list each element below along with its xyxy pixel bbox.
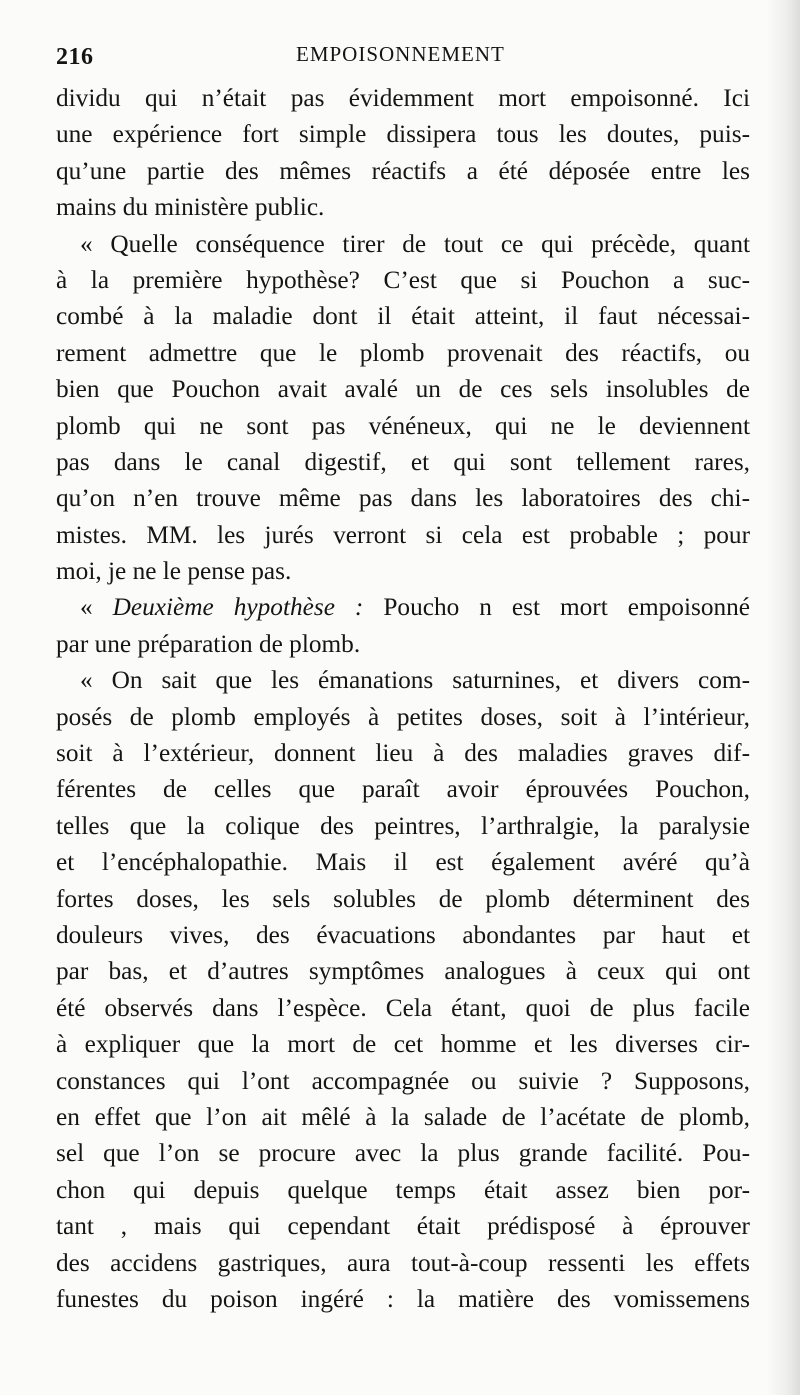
- text-line: en effet que l’on ait mêlé à la salade de l’acétate de plomb,: [56, 1102, 750, 1131]
- text-line: mistes. MM. les jurés verront si cela est probable ; pour: [56, 520, 750, 549]
- hypothesis-rest: Poucho n est mort empoisonné: [363, 593, 750, 622]
- running-title: EMPOISONNEMENT: [296, 42, 505, 66]
- text-line: à expliquer que la mort de cet homme et les diverses cir-: [56, 1030, 750, 1059]
- text-line: « On sait que les émanations saturnines, et divers com-: [80, 666, 750, 695]
- text-line: pas dans le canal digestif, et qui sont tellement rares,: [56, 447, 750, 476]
- text-line: soit à l’extérieur, donnent lieu à des maladies graves dif-: [56, 739, 750, 768]
- text-line: qu’on n’en trouve même pas dans les laboratoires des chi-: [56, 484, 750, 513]
- text-line: rement admettre que le plomb provenait des réactifs, ou: [56, 338, 750, 367]
- text-line: tant , mais qui cependant était prédisposé à éprouver: [56, 1212, 750, 1241]
- text-line: constances qui l’ont accompagnée ou suivie ? Supposons,: [56, 1066, 750, 1095]
- text-line: mains du ministère public.: [56, 193, 325, 222]
- text-line: des accidens gastriques, aura tout-à-coup ressenti les effets: [56, 1248, 750, 1277]
- text-line: douleurs vives, des évacuations abondantes par haut et: [56, 920, 750, 949]
- page-edge-shadow: [766, 0, 800, 1395]
- text-line: dividu qui n’était pas évidemment mort empoisonné. Ici: [56, 84, 750, 112]
- hypothesis-label: Deuxième hypothèse :: [112, 593, 364, 622]
- text-line: par bas, et d’autres symptômes analogues à ceux qui ont: [56, 957, 750, 986]
- text-line: fortes doses, les sels solubles de plomb déterminent des: [56, 884, 750, 913]
- text-line: moi, je ne le pense pas.: [56, 557, 292, 586]
- text-line: une expérience fort simple dissipera tous les doutes, puis-: [56, 120, 750, 149]
- body-text: [56, 80, 750, 1317]
- text-line: combé à la maladie dont il était atteint, il faut nécessai-: [56, 302, 750, 331]
- text-line: sel que l’on se procure avec la plus grande facilité. Pou-: [56, 1139, 750, 1168]
- text-line: posés de plomb employés à petites doses, soit à l’intérieur,: [56, 702, 750, 731]
- text-line: férentes de celles que paraît avoir éprouvées Pouchon,: [56, 775, 750, 804]
- text-line: bien que Pouchon avait avalé un de ces sels insolubles de: [56, 375, 750, 404]
- page-header: [56, 40, 746, 80]
- page-number: 216: [56, 44, 94, 70]
- text-line: et l’encéphalopathie. Mais il est également avéré qu’à: [56, 848, 750, 877]
- text-line: été observés dans l’espèce. Cela étant, quoi de plus facile: [56, 993, 750, 1022]
- hypothesis-line: [56, 589, 750, 625]
- text-line: chon qui depuis quelque temps était assez bien por-: [56, 1175, 750, 1204]
- text-line: plomb qui ne sont pas vénéneux, qui ne le deviennent: [56, 411, 750, 440]
- text-line: funestes du poison ingéré : la matière des vomissemens: [56, 1284, 750, 1313]
- text-line: telles que la colique des peintres, l’arthralgie, la paralysie: [56, 811, 750, 840]
- text-line: par une préparation de plomb.: [56, 629, 361, 658]
- text-line: à la première hypothèse? C’est que si Pouchon a suc-: [56, 265, 750, 294]
- text-line: qu’une partie des mêmes réactifs a été déposée entre les: [56, 156, 750, 185]
- text-line: « Quelle conséquence tirer de tout ce qui précède, quant: [80, 229, 750, 258]
- quote-mark: «: [80, 593, 113, 622]
